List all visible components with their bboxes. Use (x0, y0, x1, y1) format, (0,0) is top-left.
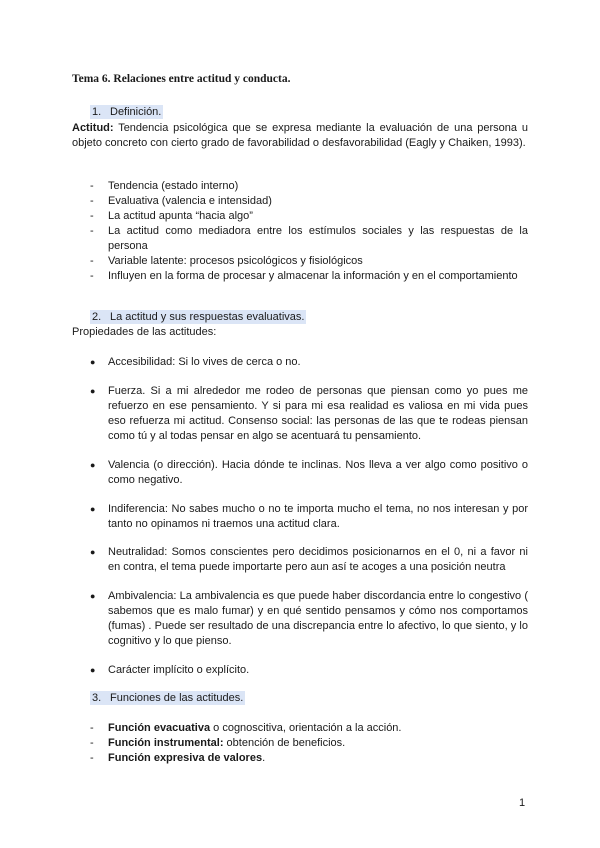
property-item: ● Valencia (o dirección). Hacia dónde te inclinas. Nos lleva a ver algo como positivo o como negativo. (90, 459, 528, 486)
attitude-characteristics-list (90, 179, 528, 284)
section-2-title: La actitud y sus respuestas evaluativas. (110, 311, 305, 323)
property-item: ● Fuerza. Si a mi alrededor me rodeo de personas que piensan como yo pues me refuerzo en ese pensamiento. Y si para mi esa realidad es valiosa en mi vida pues eso refuerza mi actitud. Consenso social: las personas de las que te rodeas piensan como tú y al todas pensar en algo se acentuará tu pensamiento. (90, 385, 528, 442)
attitude-term: Actitud: (72, 122, 114, 134)
section-1-heading (90, 106, 163, 118)
list-item: - Función instrumental: obtención de beneficios. (90, 736, 528, 751)
list-item: - La actitud apunta “hacia algo” (90, 209, 528, 224)
section-3-number: 3. (92, 692, 102, 704)
attitude-definition-text: Tendencia psicológica que se expresa mediante la evaluación de una persona u objeto concreto con cierto grado de favorabilidad o desfavorabilidad (Eagly y Chaiken, 1993). (72, 122, 528, 149)
section-1-number: 1. (92, 106, 102, 118)
property-item: ● Carácter implícito o explícito. (90, 664, 250, 676)
property-item: ● Accesibilidad: Si lo vives de cerca o no. (90, 356, 301, 368)
section-1-title: Definición. (110, 106, 162, 118)
list-item: - Función expresiva de valores. (90, 751, 528, 766)
list-item: - Función evacuativa o cognoscitiva, orientación a la acción. (90, 721, 528, 736)
list-item: - Evaluativa (valencia e intensidad) (90, 194, 528, 209)
section-3-heading (90, 692, 245, 704)
property-item: ● Neutralidad: Somos conscientes pero decidimos posicionarnos en el 0, ni a favor ni en contra, el tema puede importarte pero aun así te acoges a una posición neutra (90, 546, 528, 573)
section-2-number: 2. (92, 311, 102, 323)
section-2-heading (90, 311, 306, 323)
property-item: ● Ambivalencia: La ambivalencia es que puede haber discordancia entre lo congestivo ( sabemos que es malo fumar) y en qué sentido pensamos y cómo nos comportamos (fumas) . Puede ser resultado de una discrepancia entre lo afectivo, lo que siento, y lo cognitivo y lo que pienso. (90, 590, 528, 647)
page-number: 1 (519, 797, 526, 809)
functions-list (90, 721, 528, 766)
property-item: ● Indiferencia: No sabes mucho o no te importa mucho el tema, no nos interesan y por tanto no opinamos ni traemos una actitud clara. (90, 503, 528, 530)
section-3-title: Funciones de las actitudes. (110, 692, 244, 704)
attitude-definition (72, 121, 528, 151)
properties-subheading: Propiedades de las actitudes: (72, 326, 217, 338)
list-item: - Tendencia (estado interno) (90, 179, 528, 194)
list-item: - Variable latente: procesos psicológicos y fisiológicos (90, 254, 528, 269)
list-item: - La actitud como mediadora entre los estímulos sociales y las respuestas de la persona (90, 224, 528, 254)
document-title: Tema 6. Relaciones entre actitud y conducta. (72, 73, 291, 85)
list-item: - Influyen en la forma de procesar y almacenar la información y en el comportamiento (90, 269, 528, 284)
